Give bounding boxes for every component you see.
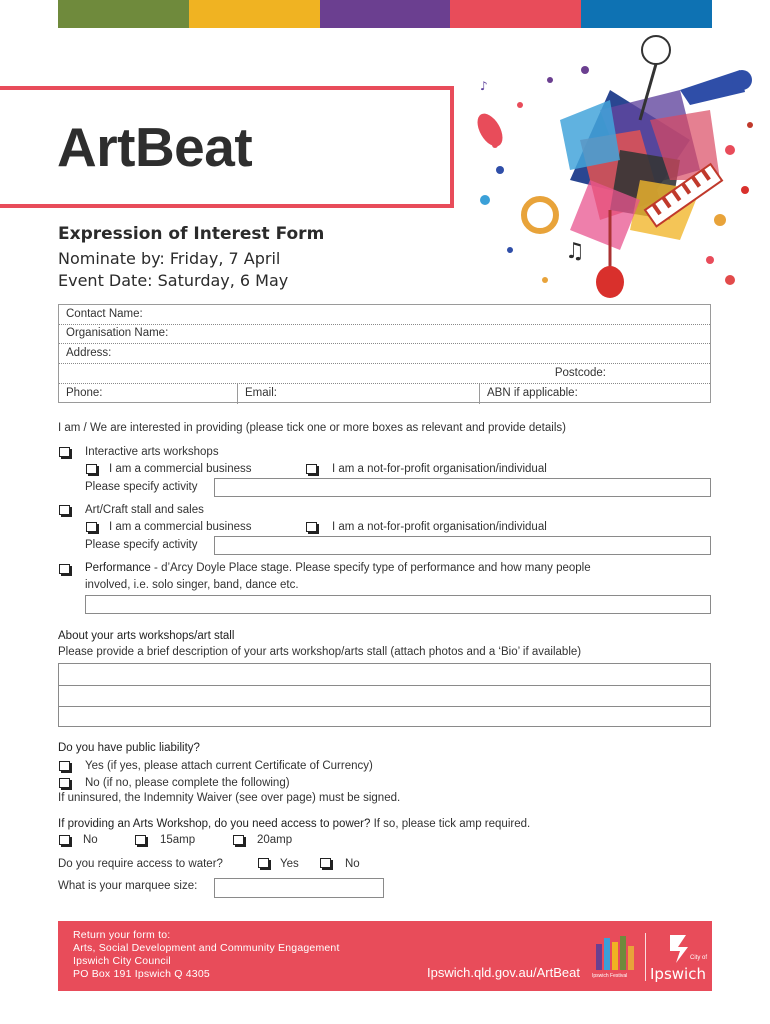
performance-label: Performance: [85, 562, 151, 574]
svg-text:♪: ♪: [480, 79, 488, 93]
stall-nfp-checkbox[interactable]: [306, 522, 317, 532]
performance-desc-1: - d’Arcy Doyle Place stage. Please specify type of performance and how many people: [150, 562, 591, 574]
abn-label[interactable]: ABN if applicable:: [479, 384, 578, 404]
description-line: [59, 706, 710, 707]
contact-table: [58, 304, 711, 403]
water-yes-label: Yes: [280, 858, 299, 870]
return-address: [73, 929, 340, 981]
water-question: Do you require access to water?: [58, 858, 223, 870]
stall-checkbox[interactable]: [59, 505, 70, 515]
workshops-commercial-checkbox[interactable]: [86, 464, 97, 474]
description-line: [59, 685, 710, 686]
workshops-nfp-label: I am a not-for-profit organisation/individual: [332, 463, 547, 475]
marquee-size-input[interactable]: [214, 878, 384, 898]
address-field[interactable]: [59, 344, 710, 364]
postcode-label: Postcode:: [554, 367, 606, 379]
footer-banner: [58, 921, 712, 991]
contact-name-field[interactable]: [59, 305, 710, 325]
organisation-field[interactable]: [59, 324, 710, 344]
event-date: Event Date: Saturday, 6 May: [58, 271, 289, 290]
instrument-collage-illustration: [450, 30, 768, 310]
ipswich-logo-text: Ipswich: [650, 965, 706, 983]
stall-label: Art/Craft stall and sales: [85, 504, 204, 516]
stripe-blue: [581, 0, 712, 28]
performance-checkbox[interactable]: [59, 564, 70, 574]
liability-no-label: No (if no, please complete the following): [85, 777, 290, 789]
power-tail: If so, please tick amp required.: [370, 818, 531, 830]
performance-text: [85, 561, 591, 577]
power-no-label: No: [83, 834, 98, 846]
color-stripe: [58, 0, 712, 28]
intro-text: I am / We are interested in providing (please tick one or more boxes as relevant and provide details): [58, 422, 566, 434]
address-label: Address:: [66, 347, 112, 359]
performance-desc-2: involved, i.e. solo singer, band, dance etc.: [85, 579, 299, 591]
workshops-activity-input[interactable]: [214, 478, 711, 497]
svg-text:♫: ♫: [565, 239, 585, 264]
workshops-checkbox[interactable]: [59, 447, 70, 457]
liability-yes-label: Yes (if yes, please attach current Certificate of Currency): [85, 760, 373, 772]
nominate-date: Nominate by: Friday, 7 April: [58, 249, 281, 268]
power-question: [58, 817, 530, 833]
contact-name-label: Contact Name:: [66, 308, 143, 320]
return-line-4: PO Box 191 Ipswich Q 4305: [73, 968, 210, 980]
stall-commercial-label: I am a commercial business: [109, 521, 252, 533]
workshops-nfp-checkbox[interactable]: [306, 464, 317, 474]
stripe-purple: [320, 0, 451, 28]
phone-label[interactable]: Phone:: [66, 387, 103, 399]
workshops-label: Interactive arts workshops: [85, 446, 219, 458]
water-yes-checkbox[interactable]: [258, 858, 269, 868]
form-heading: Expression of Interest Form: [58, 224, 325, 244]
page-title: ArtBeat: [57, 116, 253, 178]
power-20amp-label: 20amp: [257, 834, 293, 846]
about-heading: About your arts workshops/art stall: [58, 630, 235, 642]
water-no-label: No: [345, 858, 360, 870]
liability-yes-checkbox[interactable]: [59, 761, 70, 771]
stripe-red: [450, 0, 581, 28]
performance-details-input[interactable]: [85, 595, 711, 614]
email-label[interactable]: Email:: [237, 384, 277, 404]
power-15amp-label: 15amp: [160, 834, 196, 846]
festival-logo-text: Ipswich Festival: [592, 973, 628, 979]
marquee-question: What is your marquee size:: [58, 880, 198, 892]
liability-no-checkbox[interactable]: [59, 778, 70, 788]
liability-note: If uninsured, the Indemnity Waiver (see over page) must be signed.: [58, 792, 401, 804]
about-description-input[interactable]: [58, 663, 711, 727]
power-20amp-checkbox[interactable]: [233, 835, 244, 845]
website-link[interactable]: Ipswich.qld.gov.au/ArtBeat: [427, 965, 580, 980]
power-15amp-checkbox[interactable]: [135, 835, 146, 845]
stripe-yellow: [189, 0, 320, 28]
power-no-checkbox[interactable]: [59, 835, 70, 845]
return-line-1: Return your form to:: [73, 929, 171, 941]
address-line-2[interactable]: [59, 364, 710, 384]
return-line-2: Arts, Social Development and Community Engagement: [73, 942, 340, 954]
logo-divider: [645, 933, 646, 981]
stall-nfp-label: I am a not-for-profit organisation/individual: [332, 521, 547, 533]
power-heading: If providing an Arts Workshop, do you need access to power?: [58, 818, 371, 830]
city-of-text: City of: [690, 955, 708, 961]
stall-commercial-checkbox[interactable]: [86, 522, 97, 532]
organisation-label: Organisation Name:: [66, 327, 169, 339]
stall-activity-input[interactable]: [214, 536, 711, 555]
workshops-specify-label: Please specify activity: [85, 481, 198, 493]
workshops-commercial-label: I am a commercial business: [109, 463, 252, 475]
stall-specify-label: Please specify activity: [85, 539, 198, 551]
phone-email-abn-row: [59, 384, 710, 404]
stripe-green: [58, 0, 189, 28]
return-line-3: Ipswich City Council: [73, 955, 171, 967]
water-no-checkbox[interactable]: [320, 858, 331, 868]
liability-heading: Do you have public liability?: [58, 742, 200, 754]
about-text: Please provide a brief description of your arts workshop/arts stall (attach photos and a ‘Bio’ if available): [58, 646, 582, 658]
